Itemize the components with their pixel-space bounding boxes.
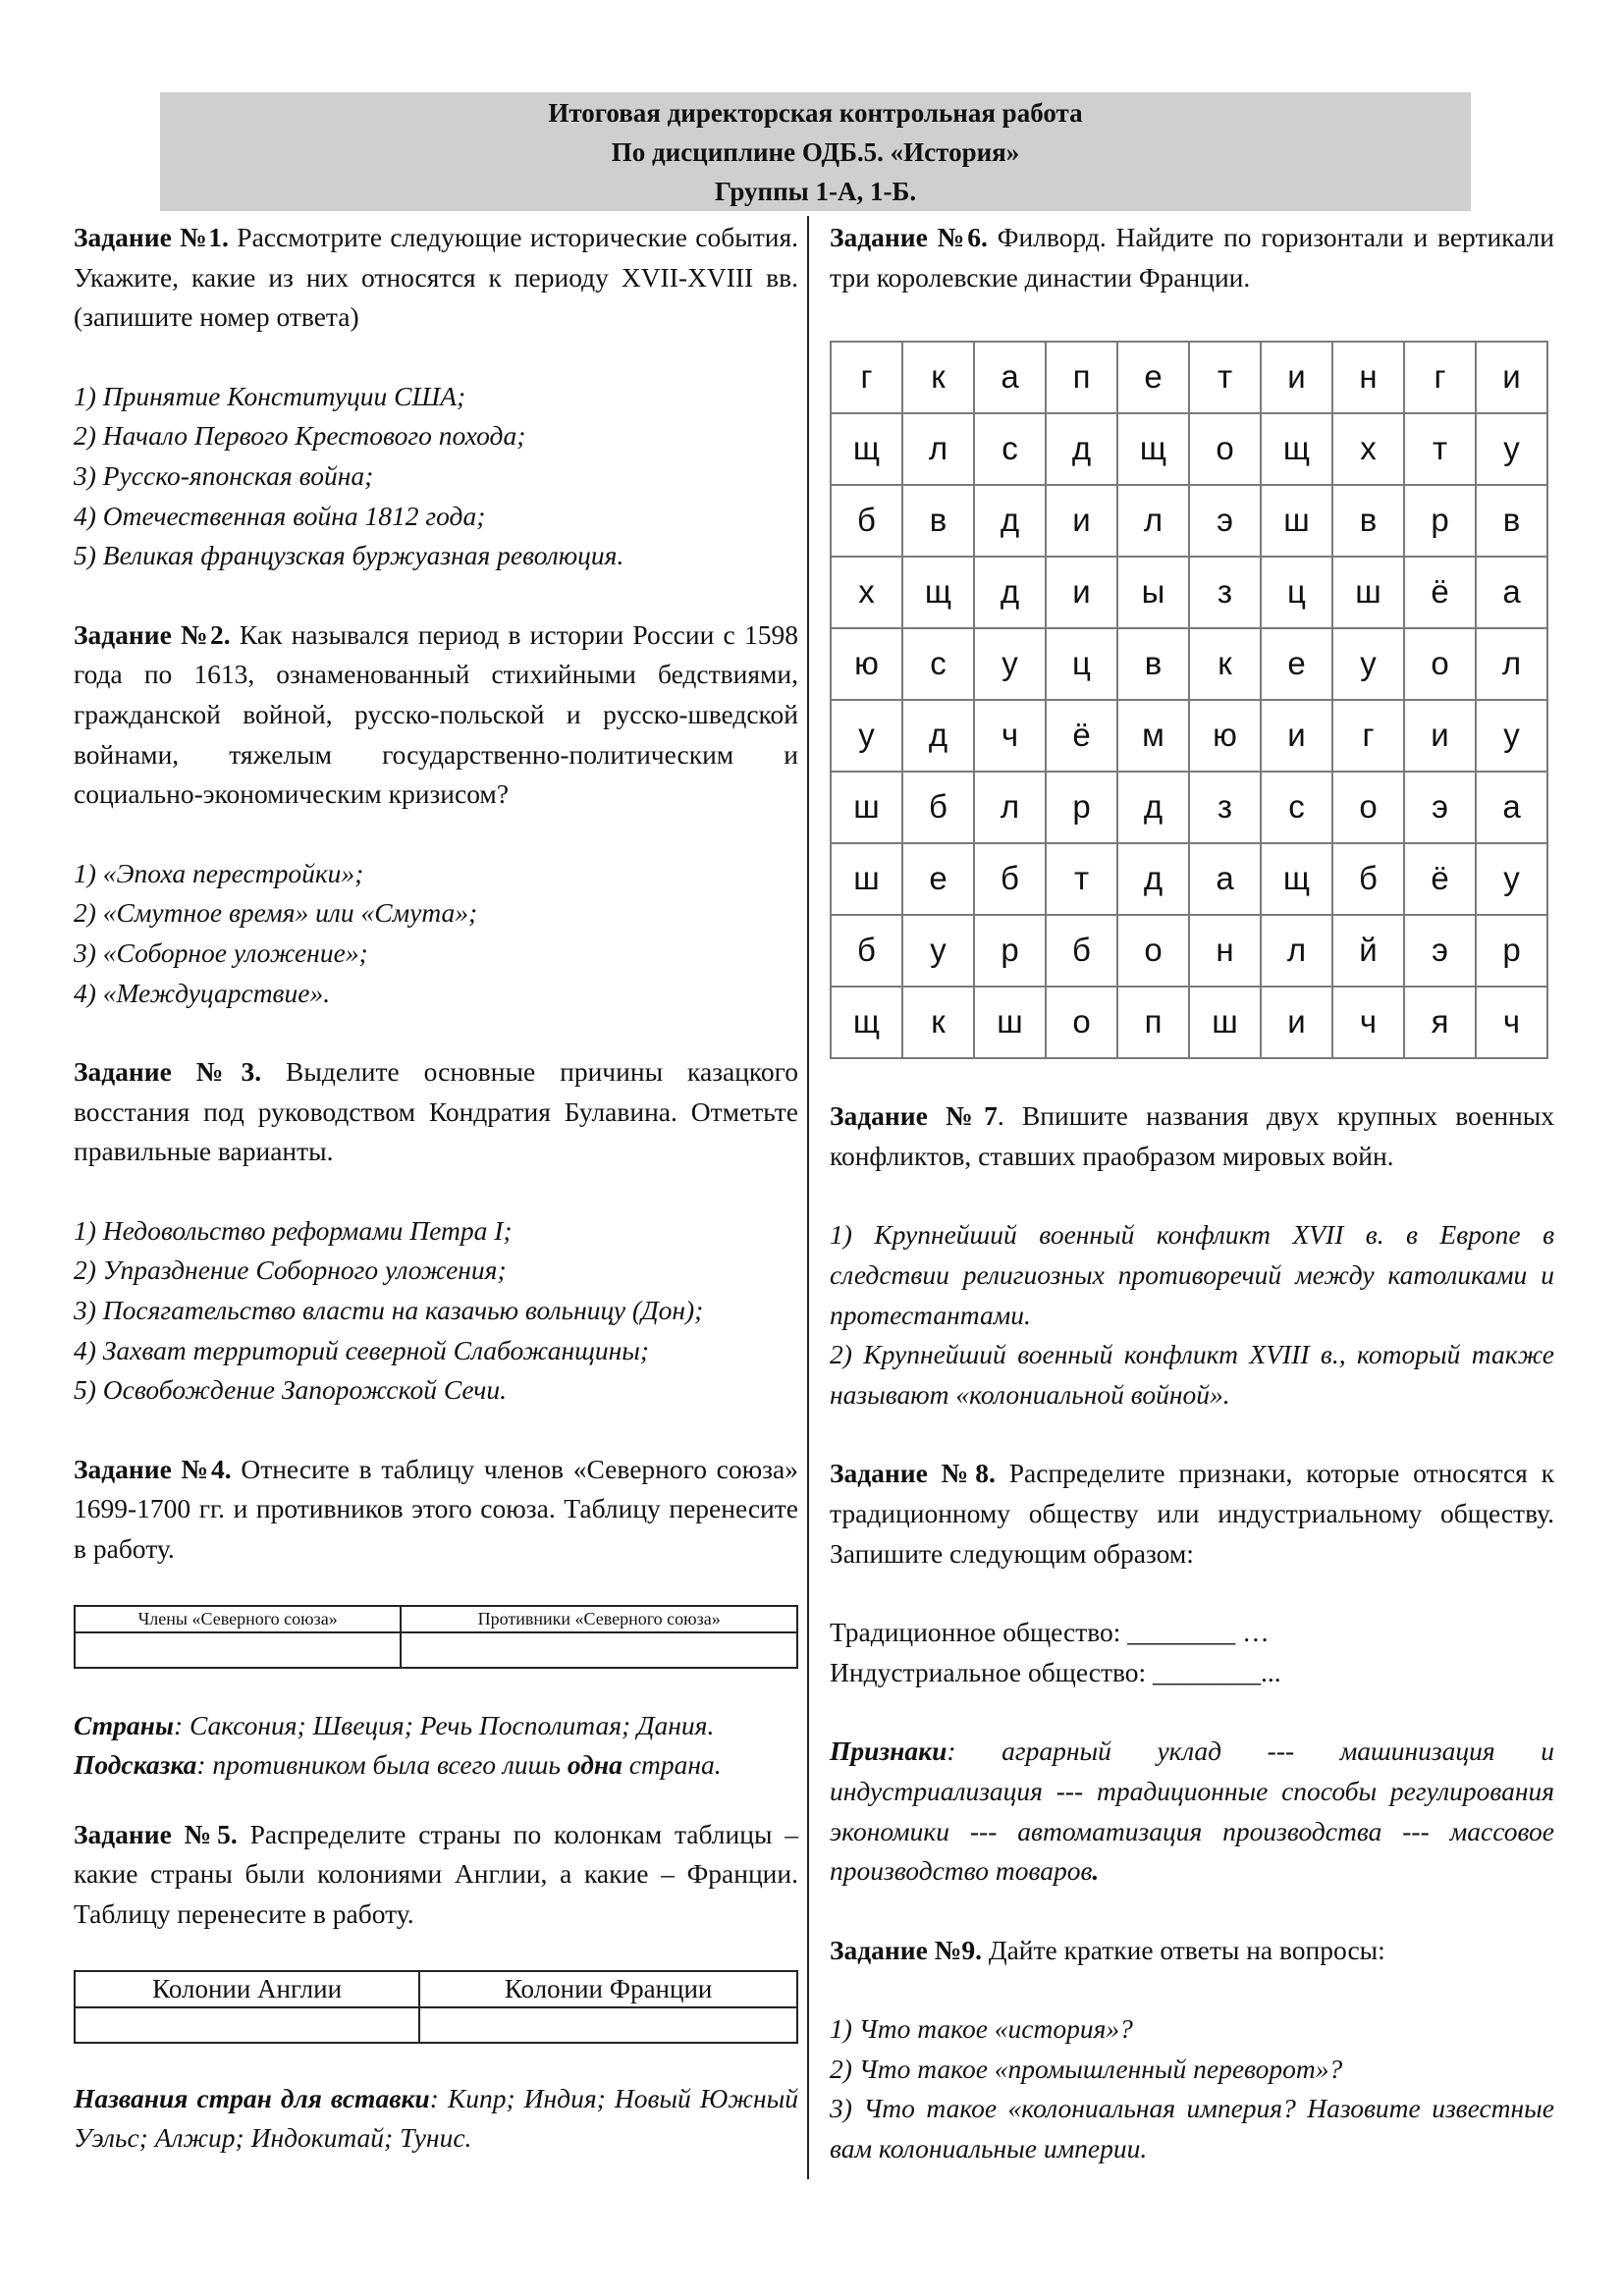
wordsearch-row	[831, 413, 1547, 485]
task-6-label: Задание №6.	[830, 222, 988, 252]
wordsearch-cell[interactable]: б	[831, 485, 902, 557]
wordsearch-cell[interactable]: х	[1332, 413, 1404, 485]
wordsearch-cell[interactable]: ч	[974, 700, 1046, 772]
hint-emphasis: одна	[567, 1749, 623, 1781]
task-7-option: 2) Крупнейший военный конфликт XVIII в., который также называют «колониальной войной».	[830, 1339, 1554, 1410]
wordsearch-cell[interactable]: у	[1476, 700, 1547, 772]
task-1-option: 2) Начало Первого Крестового похода;	[74, 420, 526, 452]
wordsearch-cell[interactable]: ш	[1261, 485, 1332, 557]
task-2-option: 2) «Смутное время» или «Смута»;	[74, 897, 478, 929]
task-1	[74, 218, 798, 576]
task-7-option: 1) Крупнейший военный конфликт XVII в. в Европе в следствии религиозных противоречий между католиками и протестантами.	[830, 1219, 1554, 1330]
document-header	[160, 92, 1471, 211]
table-header-france: Колонии Франции	[419, 1971, 797, 2007]
wordsearch-cell[interactable]: р	[1404, 485, 1476, 557]
wordsearch-cell[interactable]: а	[1189, 843, 1261, 915]
wordsearch-cell[interactable]: к	[902, 987, 974, 1058]
task-6-text: Филворд. Найдите по горизонтали и вертикали три королевские династии Франции.	[830, 222, 1554, 293]
wordsearch-row	[831, 987, 1547, 1058]
wordsearch-cell[interactable]: э	[1404, 772, 1476, 843]
task-1-option: 3) Русско-японская война;	[74, 459, 374, 491]
task-4	[74, 1450, 798, 1786]
wordsearch-cell[interactable]: с	[902, 628, 974, 700]
wordsearch-cell[interactable]: щ	[1261, 413, 1332, 485]
wordsearch-cell[interactable]: з	[1189, 557, 1261, 628]
wordsearch-row	[831, 772, 1547, 843]
wordsearch-cell[interactable]: щ	[831, 987, 902, 1058]
task-7	[830, 1096, 1554, 1415]
wordsearch-cell[interactable]: к	[1189, 628, 1261, 700]
wordsearch-cell[interactable]: р	[974, 915, 1046, 987]
wordsearch-cell[interactable]: е	[902, 843, 974, 915]
wordsearch-cell[interactable]: б	[902, 772, 974, 843]
wordsearch-cell[interactable]: ю	[1189, 700, 1261, 772]
task-9-label: Задание №9.	[830, 1934, 982, 1965]
traditional-society-line: Традиционное общество: ________ …	[830, 1617, 1270, 1648]
wordsearch-cell[interactable]: п	[1046, 342, 1117, 413]
wordsearch-cell[interactable]: й	[1332, 915, 1404, 987]
task-9	[830, 1931, 1554, 2169]
wordsearch-cell[interactable]: д	[974, 485, 1046, 557]
task-9-question: 3) Что такое «колониальная империя? Назовите известные вам колониальные империи.	[830, 2093, 1554, 2164]
wordsearch-cell[interactable]: в	[902, 485, 974, 557]
task-1-text: Рассмотрите следующие исторические события. Укажите, какие из них относятся к периоду XVII-XVIII вв. (запишите номер ответа)	[74, 222, 798, 333]
wordsearch-cell[interactable]: х	[831, 557, 902, 628]
task-1-option: 4) Отечественная война 1812 года;	[74, 500, 486, 531]
hint-text: : противником была всего лишь	[196, 1749, 568, 1781]
wordsearch-cell[interactable]: т	[1046, 843, 1117, 915]
wordsearch-cell[interactable]: а	[1476, 557, 1547, 628]
task-8-label: Задание №8.	[830, 1458, 996, 1489]
wordsearch-cell[interactable]: щ	[902, 557, 974, 628]
wordsearch-cell[interactable]: п	[1117, 987, 1189, 1058]
wordsearch-cell[interactable]: о	[1404, 628, 1476, 700]
wordsearch-cell[interactable]: р	[1476, 915, 1547, 987]
wordsearch-cell[interactable]: е	[1117, 342, 1189, 413]
wordsearch-cell[interactable]: э	[1404, 915, 1476, 987]
wordsearch-cell[interactable]: о	[1117, 915, 1189, 987]
signs-label: Признаки	[830, 1735, 947, 1767]
wordsearch-cell[interactable]: г	[1332, 700, 1404, 772]
signs-text: : аграрный уклад --- машинизация и индустриализация --- традиционные способы регулирования экономики --- автоматизация производства --- массовое производство товаров	[830, 1735, 1554, 1887]
wordsearch-cell[interactable]: э	[1189, 485, 1261, 557]
wordsearch-row	[831, 342, 1547, 413]
country-names-text: : Кипр; Индия; Новый Южный Уэльс; Алжир; Индокитай; Тунис.	[74, 2082, 798, 2154]
task-3	[74, 1052, 798, 1411]
wordsearch-cell[interactable]: и	[1046, 485, 1117, 557]
task-9-question: 1) Что такое «история»?	[830, 2013, 1133, 2045]
wordsearch-cell[interactable]: р	[1046, 772, 1117, 843]
task-8	[830, 1454, 1554, 1891]
task-2-text: Как назывался период в истории России с 1598 года по 1613, ознаменованный стихийными бедствиями, гражданской войной, русско-польской и русско-шведской войнами, тяжелым государственно-политическим и социально-экономическим кризисом?	[74, 618, 798, 810]
task-2-option: 1) «Эпоха перестройки»;	[74, 857, 364, 888]
wordsearch-cell[interactable]: б	[974, 843, 1046, 915]
wordsearch-cell[interactable]: и	[1476, 342, 1547, 413]
hint-label: Подсказка	[74, 1749, 197, 1781]
task-7-label: Задание №7	[830, 1100, 998, 1132]
wordsearch-cell[interactable]: о	[1332, 772, 1404, 843]
task-8-text: Распределите признаки, которые относятся к традиционному обществу или индустриальному обществу. Запишите следующим образом:	[830, 1458, 1554, 1569]
wordsearch-cell[interactable]: о	[1189, 413, 1261, 485]
countries-label: Страны	[74, 1709, 174, 1740]
wordsearch-cell[interactable]: б	[1332, 843, 1404, 915]
table-cell-members[interactable]	[75, 1632, 401, 1668]
industrial-society-line: Индустриальное общество: ________...	[830, 1656, 1281, 1687]
task-3-text: Выделите основные причины казацкого восстания под руководством Кондратия Булавина. Отметьте правильные варианты.	[74, 1056, 798, 1167]
header-groups: Группы 1-А, 1-Б.	[714, 177, 917, 206]
wordsearch-cell[interactable]: ш	[1332, 557, 1404, 628]
task-3-option: 5) Освобождение Запорожской Сечи.	[74, 1374, 507, 1406]
wordsearch-cell[interactable]: ё	[1046, 700, 1117, 772]
table-header-england: Колонии Англии	[75, 1971, 419, 2007]
wordsearch-cell[interactable]: н	[1189, 915, 1261, 987]
table-cell-france[interactable]	[419, 2007, 797, 2043]
wordsearch-cell[interactable]: ы	[1117, 557, 1189, 628]
wordsearch-cell[interactable]: т	[1404, 413, 1476, 485]
wordsearch-cell[interactable]: н	[1332, 342, 1404, 413]
wordsearch-cell[interactable]: ч	[1332, 987, 1404, 1058]
wordsearch-cell[interactable]: ч	[1476, 987, 1547, 1058]
wordsearch-row	[831, 915, 1547, 987]
task-5-label: Задание №5.	[74, 1818, 238, 1849]
table-cell-opponents[interactable]	[401, 1632, 797, 1668]
wordsearch-cell[interactable]: ю	[831, 628, 902, 700]
wordsearch-row	[831, 843, 1547, 915]
wordsearch-cell[interactable]: у	[974, 628, 1046, 700]
left-column	[74, 218, 798, 2159]
wordsearch-cell[interactable]: в	[1332, 485, 1404, 557]
wordsearch-cell[interactable]: л	[902, 413, 974, 485]
wordsearch-cell[interactable]: у	[831, 700, 902, 772]
wordsearch-cell[interactable]: л	[1476, 628, 1547, 700]
wordsearch-cell[interactable]: г	[1404, 342, 1476, 413]
wordsearch-cell[interactable]: ш	[831, 772, 902, 843]
header-title: Итоговая директорская контрольная работа	[548, 98, 1083, 128]
northern-alliance-table	[74, 1605, 798, 1669]
task-1-label: Задание №1.	[74, 222, 229, 252]
wordsearch-row	[831, 557, 1547, 628]
wordsearch-cell[interactable]: ё	[1404, 843, 1476, 915]
wordsearch-cell[interactable]: с	[974, 413, 1046, 485]
table-header-members: Члены «Северного союза»	[75, 1606, 401, 1632]
wordsearch-row	[831, 485, 1547, 557]
wordsearch-cell[interactable]: ё	[1404, 557, 1476, 628]
wordsearch-cell[interactable]: с	[1261, 772, 1332, 843]
wordsearch-cell[interactable]: д	[1117, 772, 1189, 843]
wordsearch-cell[interactable]: г	[831, 342, 902, 413]
wordsearch-cell[interactable]: ш	[831, 843, 902, 915]
wordsearch-cell[interactable]: у	[1332, 628, 1404, 700]
task-1-option: 5) Великая французская буржуазная революция.	[74, 540, 624, 571]
task-5-text: Распределите страны по колонкам таблицы – какие страны были колониями Англии, а какие – Франции. Таблицу перенесите в работу.	[74, 1818, 798, 1929]
task-9-question: 2) Что такое «промышленный переворот»?	[830, 2053, 1343, 2084]
wordsearch-cell[interactable]: л	[974, 772, 1046, 843]
wordsearch-cell[interactable]: ш	[1189, 987, 1261, 1058]
wordsearch-cell[interactable]: д	[1046, 413, 1117, 485]
wordsearch-cell[interactable]: ц	[1046, 628, 1117, 700]
wordsearch-cell[interactable]: я	[1404, 987, 1476, 1058]
wordsearch-cell[interactable]: б	[1046, 915, 1117, 987]
hint-text-end: страна.	[622, 1749, 722, 1781]
wordsearch-row	[831, 628, 1547, 700]
wordsearch-cell[interactable]: у	[1476, 843, 1547, 915]
table-header-opponents: Противники «Северного союза»	[401, 1606, 797, 1632]
task-1-option: 1) Принятие Конституции США;	[74, 380, 466, 411]
header-subject: По дисциплине ОДБ.5. «История»	[611, 137, 1020, 167]
wordsearch-cell[interactable]: в	[1476, 485, 1547, 557]
wordsearch-cell[interactable]: б	[831, 915, 902, 987]
task-2	[74, 615, 798, 1013]
wordsearch-cell[interactable]: и	[1404, 700, 1476, 772]
wordsearch-cell[interactable]: в	[1117, 628, 1189, 700]
wordsearch-cell[interactable]: д	[974, 557, 1046, 628]
wordsearch-cell[interactable]: з	[1189, 772, 1261, 843]
wordsearch-cell[interactable]: у	[902, 915, 974, 987]
task-3-option: 4) Захват территорий северной Слабожанщины;	[74, 1334, 650, 1365]
wordsearch-cell[interactable]: а	[1476, 772, 1547, 843]
wordsearch-cell[interactable]: о	[1046, 987, 1117, 1058]
task-4-label: Задание №4.	[74, 1453, 232, 1484]
task-9-text: Дайте краткие ответы на вопросы:	[981, 1934, 1385, 1965]
task-3-option: 2) Упразднение Соборного уложения;	[74, 1255, 507, 1286]
wordsearch-cell[interactable]: м	[1117, 700, 1189, 772]
right-column	[830, 218, 1554, 2169]
wordsearch-cell[interactable]: а	[974, 342, 1046, 413]
wordsearch-cell[interactable]: щ	[1117, 413, 1189, 485]
task-3-option: 1) Недовольство реформами Петра I;	[74, 1214, 513, 1246]
wordsearch-cell[interactable]: и	[1261, 700, 1332, 772]
wordsearch-cell[interactable]: щ	[831, 413, 902, 485]
wordsearch-cell[interactable]: ц	[1261, 557, 1332, 628]
task-3-label: Задание №3.	[74, 1056, 262, 1088]
table-cell-england[interactable]	[75, 2007, 419, 2043]
wordsearch-cell[interactable]: д	[902, 700, 974, 772]
task-6	[830, 218, 1554, 1059]
wordsearch-cell[interactable]: щ	[1261, 843, 1332, 915]
wordsearch-row	[831, 700, 1547, 772]
wordsearch-cell[interactable]: ш	[974, 987, 1046, 1058]
wordsearch-cell[interactable]: д	[1117, 843, 1189, 915]
wordsearch-cell[interactable]: е	[1261, 628, 1332, 700]
country-names-label: Названия стран для вставки	[74, 2082, 430, 2113]
wordsearch-cell[interactable]: л	[1261, 915, 1332, 987]
wordsearch-cell[interactable]: т	[1189, 342, 1261, 413]
task-2-label: Задание №2.	[74, 618, 231, 650]
task-7-text: . Впишите названия двух крупных военных конфликтов, ставших праобразом мировых войн.	[830, 1100, 1554, 1171]
wordsearch-cell[interactable]: и	[1261, 987, 1332, 1058]
signs-end: .	[1092, 1855, 1100, 1887]
task-3-option: 3) Посягательство власти на казачью вольницу (Дон);	[74, 1295, 704, 1326]
wordsearch-cell[interactable]: у	[1476, 413, 1547, 485]
countries-text: : Саксония; Швеция; Речь Посполитая; Дания.	[173, 1709, 715, 1740]
wordsearch-cell[interactable]: л	[1117, 485, 1189, 557]
column-divider	[807, 216, 809, 2179]
colonies-table	[74, 1970, 798, 2044]
wordsearch-cell[interactable]: и	[1261, 342, 1332, 413]
task-2-option: 4) «Междуцарствие».	[74, 977, 331, 1008]
wordsearch-grid	[830, 341, 1548, 1059]
wordsearch-cell[interactable]: к	[902, 342, 974, 413]
task-2-option: 3) «Соборное уложение»;	[74, 936, 368, 968]
task-4-text: Отнесите в таблицу членов «Северного союза» 1699-1700 гг. и противников этого союза. Таблицу перенесите в работу.	[74, 1453, 798, 1565]
wordsearch-cell[interactable]: и	[1046, 557, 1117, 628]
task-5	[74, 1815, 798, 2159]
